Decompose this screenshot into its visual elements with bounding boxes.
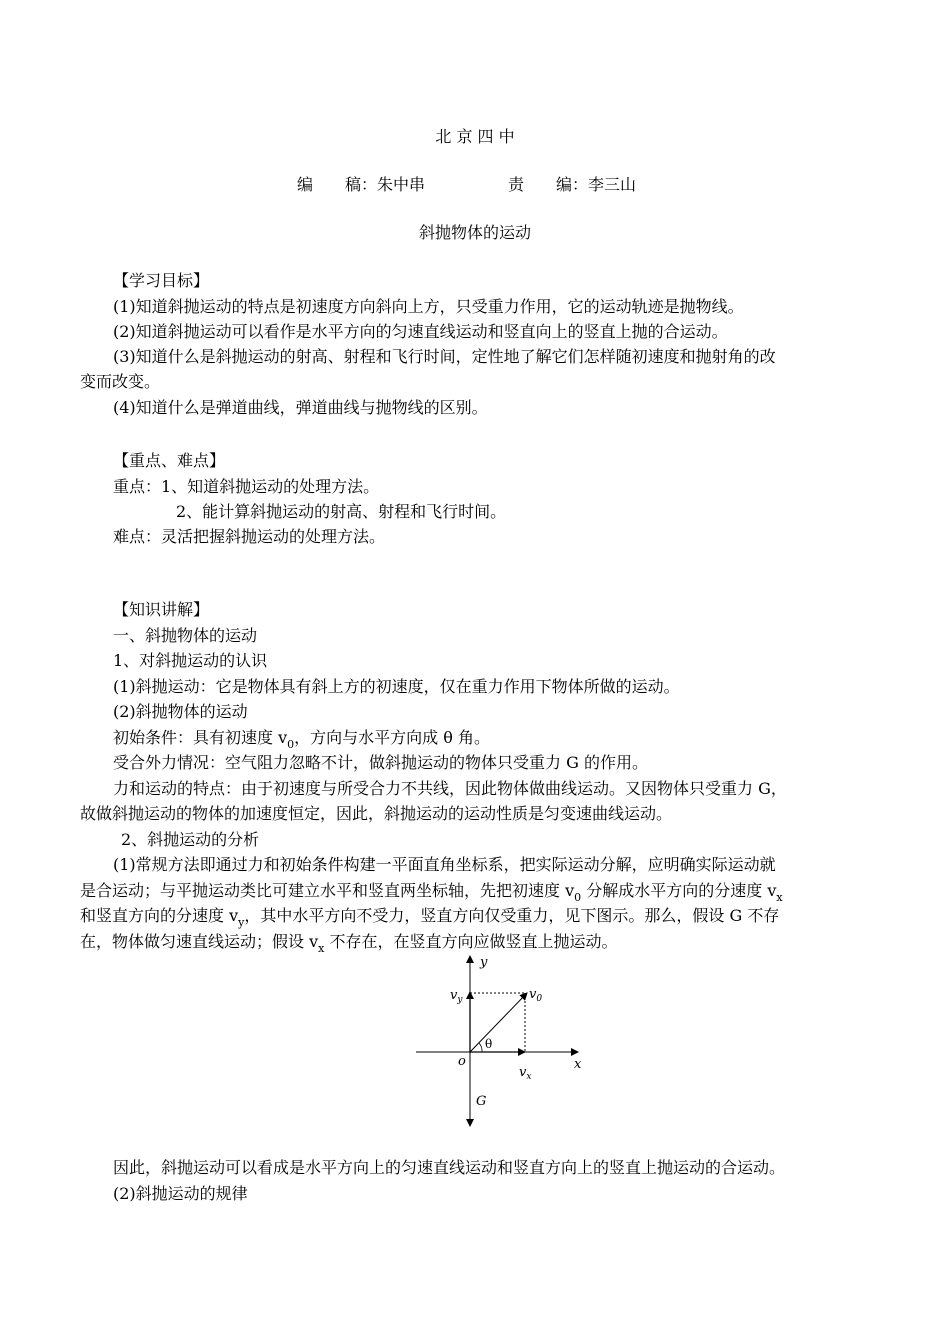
motion-heading: (2)斜抛物体的运动 (113, 702, 248, 721)
goal-item-4: (4)知道什么是弹道曲线，弹道曲线与抛物线的区别。 (113, 398, 488, 417)
v0-label-main: v (529, 987, 537, 1002)
chief-label: 责 编： (508, 175, 589, 194)
chief-name: 李三山 (588, 175, 637, 194)
vx-subscript: x (776, 891, 783, 904)
chief-editor-credit (508, 175, 636, 195)
subsection-2-title: 2、斜抛运动的分析 (121, 830, 260, 849)
vy-label-main: v (450, 988, 458, 1003)
section-1-title: 一、斜抛物体的运动 (113, 626, 258, 645)
initial-condition-text-a: 初始条件：具有初速度 v (113, 728, 288, 747)
analysis-line-3-a: 和竖直方向的分速度 v (80, 906, 239, 925)
subsection-1-title: 1、对斜抛运动的认识 (113, 651, 268, 670)
v0-vector (470, 993, 527, 1052)
v0-label-sub: 0 (536, 994, 543, 1004)
editor-credit (297, 175, 425, 195)
gravity-label: G (476, 1094, 487, 1109)
analysis-line-2 (80, 881, 783, 908)
keypoint-1: 重点：1、知道斜抛运动的处理方法。 (113, 477, 380, 496)
v0-subscript-2: 0 (574, 891, 582, 904)
conclusion-paragraph: 因此，斜抛运动可以看成是水平方向上的匀速直线运动和竖直方向上的竖直上抛运动的合运动。 (113, 1158, 786, 1177)
knowledge-heading: 【知识讲解】 (113, 600, 210, 619)
analysis-line-4-a: 在，物体做匀速直线运动；假设 v (80, 932, 319, 951)
definition-paragraph: (1)斜抛运动：它是物体具有斜上方的初速度，仅在重力作用下物体所做的运动。 (113, 677, 680, 696)
analysis-line-3 (80, 906, 779, 933)
theta-arc (479, 1043, 482, 1052)
analysis-line-2-b: 分解成水平方向的分速度 v (581, 881, 777, 900)
analysis-line-4-b: 不存在，在竖直方向应做竖直上抛运动。 (324, 932, 618, 951)
page-title: 斜抛物体的运动 (418, 223, 531, 242)
vx-label (519, 1065, 531, 1082)
goal-item-1: (1)知道斜抛运动的特点是初速度方向斜向上方，只受重力作用，它的运动轨迹是抛物线。 (113, 297, 744, 316)
difficulty: 难点：灵活把握斜抛运动的处理方法。 (113, 527, 386, 546)
vy-subscript: y (238, 916, 245, 929)
goal-item-2: (2)知道斜抛运动可以看作是水平方向的匀速直线运动和竖直向上的竖直上抛的合运动。 (113, 322, 728, 341)
vy-label (450, 988, 463, 1005)
vx-label-main: v (519, 1065, 527, 1080)
origin-label: o (458, 1054, 466, 1069)
v0-label (529, 987, 542, 1004)
goal-item-3-cont: 变而改变。 (80, 372, 161, 391)
analysis-line-2-a: 是合运动；与平抛运动类比可建立水平和竖直两坐标轴，先把初速度 v (80, 881, 575, 900)
feature-line-2: 故做斜抛运动的物体的加速度恒定，因此，斜抛运动的运动性质是匀变速曲线运动。 (80, 804, 673, 823)
initial-condition-text-b: ，方向与水平方向成 θ 角。 (294, 728, 490, 747)
goals-heading: 【学习目标】 (113, 271, 210, 290)
theta-label: θ (485, 1037, 493, 1051)
rules-heading: (2)斜抛运动的规律 (113, 1184, 248, 1203)
analysis-line-1: (1)常规方法即通过力和初始条件构建一平面直角坐标系，把实际运动分解，应明确实际运动就 (113, 855, 776, 874)
school-name: 北 京 四 中 (435, 127, 515, 146)
vx-subscript-2: x (318, 942, 325, 955)
initial-condition (113, 728, 490, 755)
y-axis-label: y (480, 955, 488, 970)
vy-label-sub: y (457, 995, 463, 1005)
goal-item-3: (3)知道什么是斜抛运动的射高、射程和飞行时间，定性地了解它们怎样随初速度和抛射角的改 (113, 347, 776, 366)
analysis-line-3-b: ，其中水平方向不受力，竖直方向仅受重力，见下图示。那么，假设 G 不存 (244, 906, 780, 925)
keypoints-heading: 【重点、难点】 (113, 451, 226, 470)
editor-name: 朱中串 (377, 175, 426, 194)
x-axis-label: x (574, 1057, 582, 1072)
vx-label-sub: x (526, 1072, 532, 1082)
editor-label: 编 稿： (297, 175, 378, 194)
feature-line-1: 力和运动的特点：由于初速度与所受合力不共线，因此物体做曲线运动。又因物体只受重力 G， (113, 779, 787, 798)
force-condition: 受合外力情况：空气阻力忽略不计，做斜抛运动的物体只受重力 G 的作用。 (113, 753, 648, 772)
keypoint-2: 2、能计算斜抛运动的射高、射程和飞行时间。 (176, 502, 507, 521)
v0-subscript: 0 (287, 738, 295, 751)
velocity-decomposition-diagram (412, 948, 592, 1130)
